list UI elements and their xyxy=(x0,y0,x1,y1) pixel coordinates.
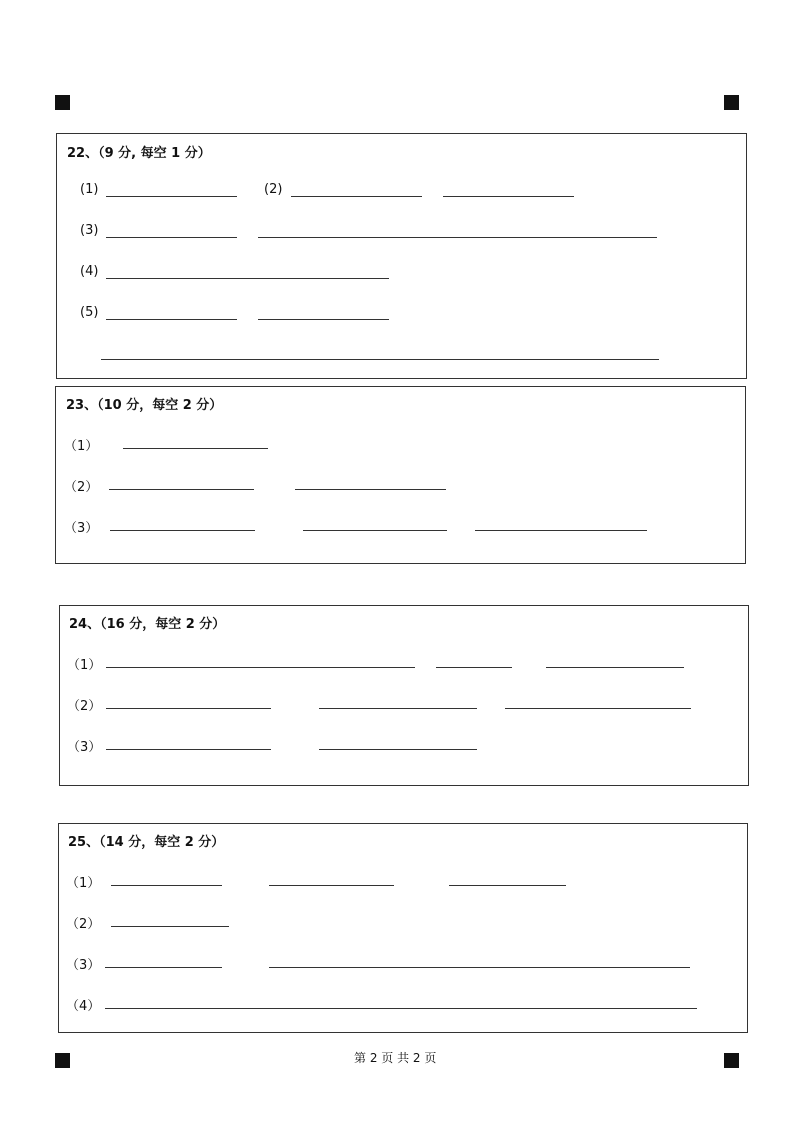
answer-line[interactable] xyxy=(303,530,447,531)
answer-line[interactable] xyxy=(105,967,222,968)
blank-label-q25-1: （1） xyxy=(66,876,101,891)
answer-line[interactable] xyxy=(436,667,512,668)
answer-line[interactable] xyxy=(105,1008,697,1009)
answer-line[interactable] xyxy=(106,667,415,668)
answer-line[interactable] xyxy=(106,237,237,238)
answer-line[interactable] xyxy=(110,530,255,531)
answer-box-q22 xyxy=(56,133,747,379)
answer-line[interactable] xyxy=(106,749,271,750)
answer-box-q24 xyxy=(59,605,749,786)
answer-line[interactable] xyxy=(269,885,394,886)
answer-line[interactable] xyxy=(269,967,690,968)
answer-line[interactable] xyxy=(123,448,268,449)
answer-line[interactable] xyxy=(111,926,229,927)
answer-line[interactable] xyxy=(258,237,657,238)
blank-label-q23-1: （1） xyxy=(64,439,99,454)
answer-line[interactable] xyxy=(291,196,422,197)
blank-label-q24-2: （2） xyxy=(67,699,102,714)
blank-label-q24-1: （1） xyxy=(67,658,102,673)
answer-line[interactable] xyxy=(106,196,237,197)
blank-label-q22-2: (2) xyxy=(264,182,283,197)
question-title-q24: 24、（16 分，每空 2 分） xyxy=(69,617,226,632)
answer-line[interactable] xyxy=(295,489,446,490)
answer-line[interactable] xyxy=(546,667,684,668)
answer-line[interactable] xyxy=(449,885,566,886)
blank-label-q22-4: (4) xyxy=(80,264,99,279)
registration-mark-top-left xyxy=(55,95,70,110)
blank-label-q23-3: （3） xyxy=(64,521,99,536)
question-title-q25: 25、（14 分，每空 2 分） xyxy=(68,835,225,850)
answer-box-q25 xyxy=(58,823,748,1033)
answer-line[interactable] xyxy=(106,319,237,320)
page-number: 第 2 页 共 2 页 xyxy=(354,1051,437,1065)
answer-line[interactable] xyxy=(111,885,222,886)
blank-label-q25-2: （2） xyxy=(66,917,101,932)
answer-line[interactable] xyxy=(319,708,477,709)
blank-label-q24-3: （3） xyxy=(67,740,102,755)
answer-line[interactable] xyxy=(505,708,691,709)
answer-line[interactable] xyxy=(319,749,477,750)
answer-line[interactable] xyxy=(475,530,647,531)
blank-label-q22-5: (5) xyxy=(80,305,99,320)
registration-mark-bottom-left xyxy=(55,1053,70,1068)
blank-label-q23-2: （2） xyxy=(64,480,99,495)
blank-label-q25-3: （3） xyxy=(66,958,101,973)
answer-line[interactable] xyxy=(106,708,271,709)
answer-line[interactable] xyxy=(443,196,574,197)
blank-label-q22-1: (1) xyxy=(80,182,99,197)
answer-line[interactable] xyxy=(101,359,659,360)
registration-mark-bottom-right xyxy=(724,1053,739,1068)
answer-line[interactable] xyxy=(258,319,389,320)
question-title-q22: 22、（9 分, 每空 1 分） xyxy=(67,146,211,161)
registration-mark-top-right xyxy=(724,95,739,110)
answer-line[interactable] xyxy=(109,489,254,490)
blank-label-q25-4: （4） xyxy=(66,999,101,1014)
question-title-q23: 23、（10 分，每空 2 分） xyxy=(66,398,223,413)
answer-line[interactable] xyxy=(106,278,389,279)
blank-label-q22-3: (3) xyxy=(80,223,99,238)
